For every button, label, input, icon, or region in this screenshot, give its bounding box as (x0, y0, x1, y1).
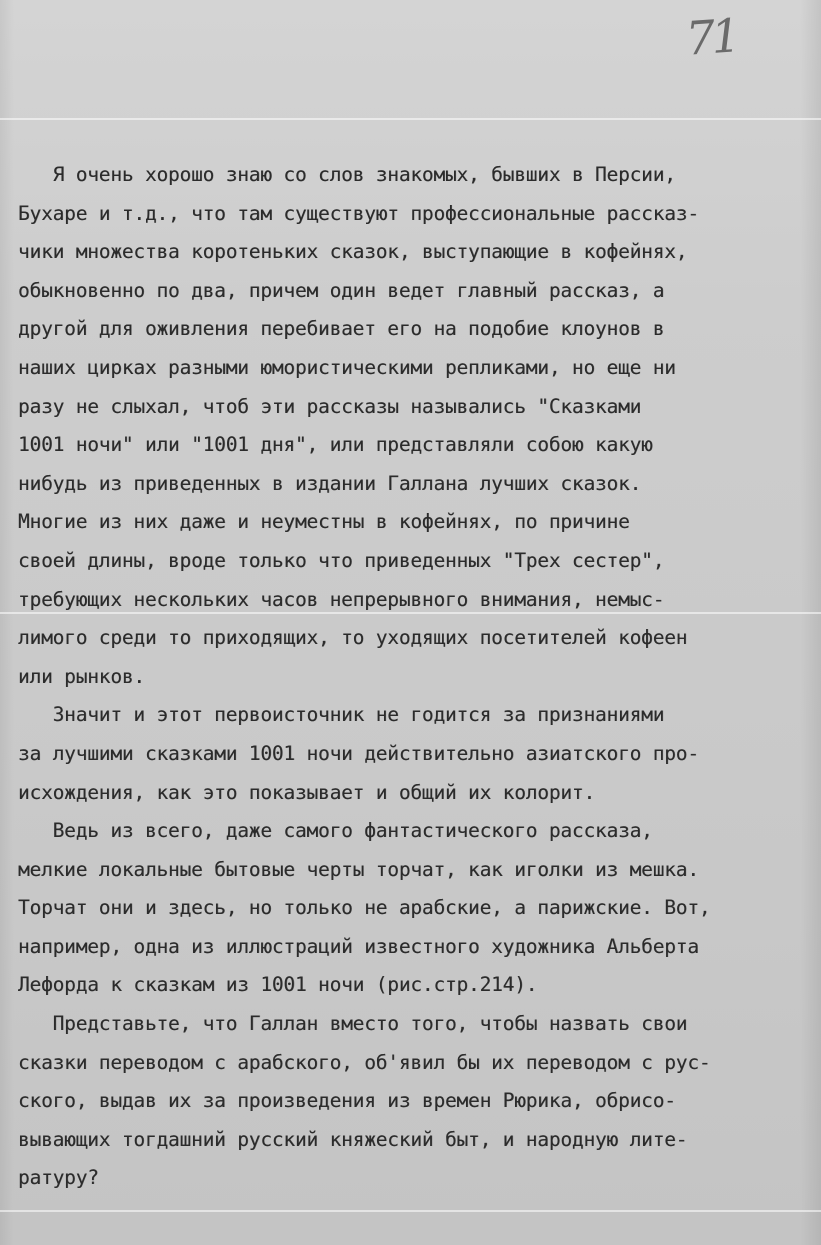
body-text (18, 156, 818, 1198)
scan-streak (0, 1210, 821, 1212)
text-line: требующих нескольких часов непрерывного внимания, немыс- (18, 587, 665, 611)
text-line: наших цирках разными юмористическими репликами, но еще ни (18, 355, 676, 379)
text-line: мелкие локальные бытовые черты торчат, как иголки из мешка. (18, 857, 699, 881)
text-line: Представьте, что Галлан вместо того, чтобы назвать свои (18, 1012, 688, 1036)
page-number: 71 (684, 8, 739, 66)
text-line: Лефорда к сказкам из 1001 ночи (рис.стр.214). (18, 973, 538, 997)
text-line: за лучшими сказками 1001 ночи действительно азиатского про- (18, 741, 699, 765)
text-line: Многие из них даже и неуместны в кофейнях, по причине (18, 510, 630, 534)
text-line: нибудь из приведенных в издании Галлана лучших сказок. (18, 471, 642, 495)
text-line: сказки переводом с арабского, об'явил бы их переводом с рус- (18, 1050, 711, 1074)
text-line: Ведь из всего, даже самого фантастического рассказа, (18, 819, 653, 843)
text-line: Значит и этот первоисточник не годится за признаниями (18, 703, 665, 727)
text-line: другой для оживления перебивает его на подобие клоунов в (18, 317, 665, 341)
text-line: или рынков. (18, 664, 145, 688)
text-line: ратуру? (18, 1166, 99, 1190)
text-line: чики множества коротеньких сказок, выступающие в кофейнях, (18, 240, 688, 264)
text-line: Я очень хорошо знаю со слов знакомых, бывших в Персии, (18, 163, 676, 186)
scan-streak (0, 118, 821, 120)
text-line: своей длины, вроде только что приведенных "Трех сестер", (18, 548, 665, 572)
text-line: например, одна из иллюстраций известного художника Альберта (18, 934, 699, 958)
text-line: лимого среди то приходящих, то уходящих посетителей кофеен (18, 626, 688, 650)
text-line: исхождения, как это показывает и общий их колорит. (18, 780, 595, 804)
text-line: ского, выдав их за произведения из времен Рюрика, обрисо- (18, 1089, 676, 1113)
text-line: Торчат они и здесь, но только не арабские, а парижские. Вот, (18, 896, 711, 920)
text-line: 1001 ночи" или "1001 дня", или представляли собою какую (18, 433, 653, 457)
text-line: обыкновенно по два, причем один ведет главный рассказ, а (18, 278, 665, 302)
text-line: Бухаре и т.д., что там существуют профессиональные рассказ- (18, 201, 699, 225)
text-line: вывающих тогдашний русский княжеский быт, и народную лите- (18, 1127, 688, 1151)
text-line: разу не слыхал, чтоб эти рассказы назывались "Сказками (18, 394, 642, 418)
